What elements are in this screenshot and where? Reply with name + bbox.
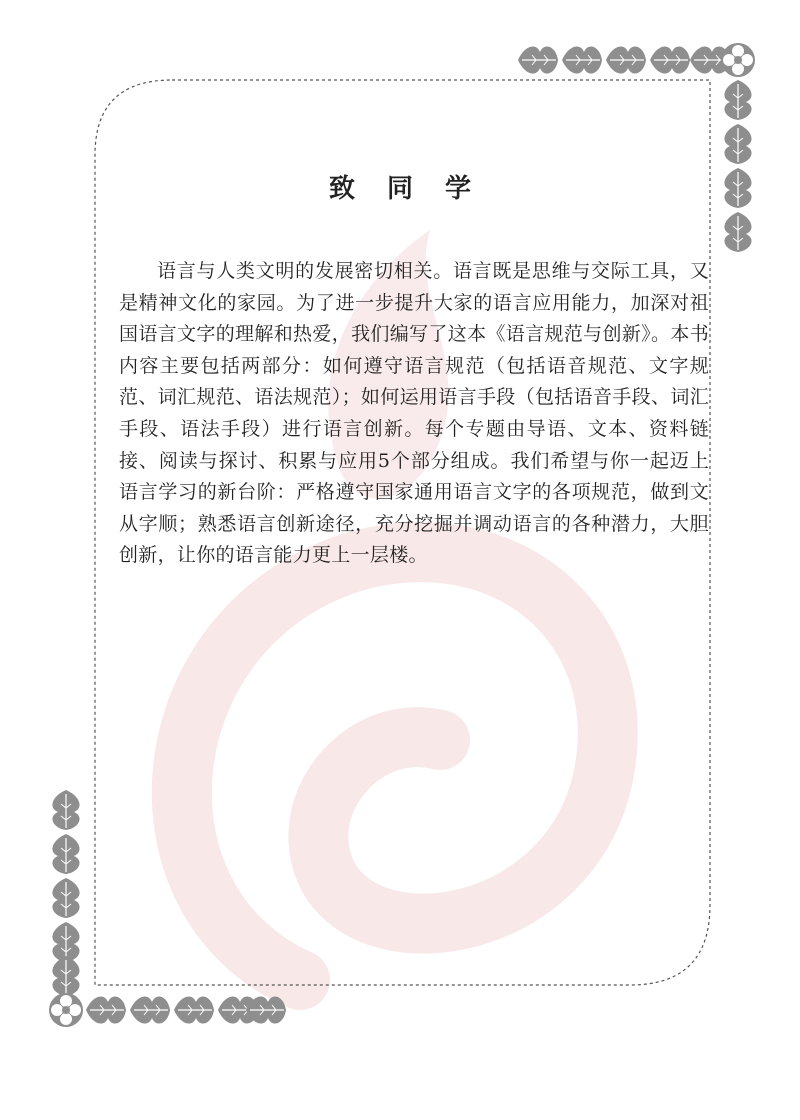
top-leaf-band	[518, 46, 730, 73]
preface-body: 语言与人类文明的发展密切相关。语言既是思维与交际工具，又是精神文化的家园。为了进一步提升大家的语言应用能力，加深对祖国语言文字的理解和热爱，我们编写了这本《语言规范与创新》。本书内容主要包括两部分：如何遵守语言规范（包括语音规范、文字规范、词汇规范、语法规范）；如何运用语言手段（包括语音手段、词汇手段、语法手段）进行语言创新。每个专题由导语、文本、资料链接、阅读与探讨、积累与应用5个部分组成。我们希望与你一起迈上语言学习的新台阶：严格遵守国家通用语言文字的各项规范，做到文从字顺；熟悉语言创新途径，充分挖掘并调动语言的各种潜力，大胆创新，让你的语言能力更上一层楼。	[119, 260, 709, 567]
left-leaf-band	[52, 790, 79, 996]
right-leaf-band	[724, 80, 751, 252]
bottom-leaf-band	[86, 996, 286, 1023]
page-title: 致同学	[328, 174, 503, 204]
bottom-left-flower-icon	[49, 993, 83, 1027]
top-right-flower-icon	[721, 43, 755, 77]
